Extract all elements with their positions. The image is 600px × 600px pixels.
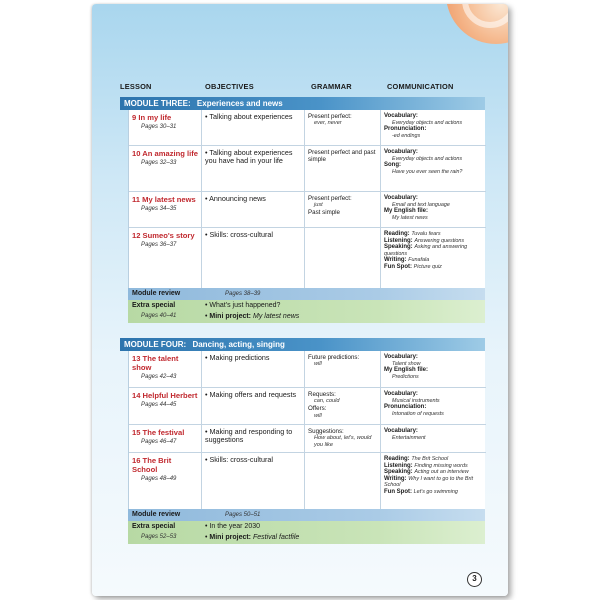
- communication-cell: [381, 228, 486, 288]
- lesson-row: [129, 388, 486, 425]
- lesson-pages: Pages 34–35: [141, 206, 177, 212]
- grammar-sub: will: [314, 412, 322, 419]
- grammar-sub: How about, let's, would you like: [314, 435, 372, 449]
- objective-cell: • Announcing news: [202, 192, 305, 227]
- grammar-cell: [305, 192, 381, 227]
- lesson-cell: [129, 388, 202, 424]
- grammar-cell: [305, 228, 381, 288]
- module-three-table: [128, 110, 485, 288]
- lesson-cell: [129, 146, 202, 191]
- lesson-pages: Pages 44–45: [141, 402, 177, 408]
- lesson-pages: Pages 42–43: [141, 374, 177, 380]
- grammar-cell: [305, 388, 381, 424]
- grammar-cell: [305, 110, 381, 145]
- comm-head: Vocabulary:: [384, 391, 418, 397]
- module-review-bar: [128, 288, 485, 300]
- comm-head: Pronunciation:: [384, 126, 427, 133]
- comm-head: Reading:: [384, 231, 410, 237]
- comm-head: Fun Spot:: [384, 263, 412, 270]
- lesson-pages: Pages 30–31: [141, 124, 177, 130]
- comm-head: Fun Spot:: [384, 488, 412, 495]
- comm-sub: Intonation of requests: [392, 410, 444, 417]
- lesson-title: 15 The festival: [132, 428, 185, 437]
- comm-head: Listening:: [384, 237, 413, 244]
- grammar-head: Future predictions:: [308, 354, 360, 361]
- grammar-sub: can, could: [314, 398, 340, 405]
- lesson-title: 16 The Brit School: [132, 456, 172, 474]
- comm-sub: Everyday objects and actions: [392, 119, 463, 126]
- communication-cell: [381, 146, 486, 191]
- header-communication: COMMUNICATION: [387, 82, 454, 91]
- grammar-cell: [305, 425, 381, 452]
- module-three-bar: [120, 97, 485, 110]
- header-lesson: LESSON: [120, 82, 152, 91]
- header-objectives: OBJECTIVES: [205, 82, 254, 91]
- comm-text: Acting out an interview: [414, 469, 469, 476]
- grammar-head: Requests:: [308, 391, 336, 398]
- comm-head: Vocabulary:: [384, 428, 418, 434]
- lesson-cell: [129, 351, 202, 387]
- extra-item-head: Mini project:: [209, 313, 252, 320]
- grammar-cell: [305, 453, 381, 509]
- comm-text: Answering questions: [414, 237, 465, 244]
- extra-pages: Pages 52–53: [141, 534, 177, 540]
- comm-sub: -ed endings: [392, 132, 421, 139]
- communication-cell: [381, 388, 486, 424]
- lesson-cell: [129, 453, 202, 509]
- module-review-bar: [128, 509, 485, 521]
- extra-item: • Mini project: Festival factfile: [205, 534, 300, 541]
- comm-sub: Entertainment: [392, 434, 426, 441]
- communication-cell: [381, 192, 486, 227]
- objective-cell: • Skills: cross-cultural: [202, 228, 305, 288]
- comm-head: Listening:: [384, 462, 413, 469]
- review-pages: Pages 38–39: [225, 291, 261, 297]
- objective-cell: • Skills: cross-cultural: [202, 453, 305, 509]
- comm-text: Finding missing words: [414, 462, 468, 469]
- lesson-title: 14 Helpful Herbert: [132, 391, 198, 400]
- lesson-row: [129, 228, 486, 288]
- extra-item-head: Mini project:: [209, 534, 252, 541]
- objective-cell: • Talking about experiences you have had in your life: [202, 146, 305, 191]
- communication-cell: [381, 425, 486, 452]
- comm-head: Vocabulary:: [384, 113, 418, 119]
- module-four-table: [128, 351, 485, 509]
- grammar-sub: ever, never: [314, 120, 342, 127]
- grammar-head: Suggestions:: [308, 428, 344, 435]
- lesson-pages: Pages 46–47: [141, 439, 177, 445]
- module-four-bar: [120, 338, 485, 351]
- extra-item-text: In the year 2030: [209, 523, 260, 530]
- lesson-title: 9 In my life: [132, 113, 172, 122]
- lesson-row: [129, 146, 486, 192]
- objective-cell: • Talking about experiences: [202, 110, 305, 145]
- lesson-pages: Pages 36–37: [141, 242, 177, 248]
- header-grammar: GRAMMAR: [311, 82, 352, 91]
- module-name: MODULE FOUR:: [124, 340, 187, 349]
- comm-head: Song:: [384, 162, 401, 169]
- lesson-title: 11 My latest news: [132, 195, 196, 204]
- lesson-cell: [129, 192, 202, 227]
- extra-item: • Mini project: My latest news: [205, 313, 300, 320]
- grammar-head: Present perfect:: [308, 195, 352, 202]
- lesson-row: [129, 192, 486, 228]
- grammar-head: Offers:: [308, 405, 327, 413]
- comm-head: Vocabulary:: [384, 149, 418, 155]
- grammar-cell: [305, 146, 381, 191]
- lesson-title: 10 An amazing life: [132, 149, 198, 158]
- comm-sub: Email and text language: [392, 201, 450, 208]
- lesson-title: 13 The talent show: [132, 354, 179, 372]
- lesson-cell: [129, 110, 202, 145]
- comm-head: Speaking:: [384, 244, 413, 251]
- module-name: MODULE THREE:: [124, 99, 191, 108]
- communication-cell: [381, 351, 486, 387]
- module-theme: Dancing, acting, singing: [192, 340, 285, 349]
- grammar-sub: just: [314, 202, 323, 209]
- lesson-title: 12 Sumeo's story: [132, 231, 195, 240]
- communication-cell: [381, 110, 486, 145]
- comm-text: Asking and answering questions: [384, 244, 468, 257]
- lesson-row: [129, 110, 486, 146]
- lesson-row: [129, 453, 486, 509]
- comm-text: Funafala: [408, 257, 430, 264]
- comm-sub: Musical instruments: [392, 397, 440, 404]
- extra-item: • In the year 2030: [205, 523, 260, 530]
- extra-special-bar: [128, 521, 485, 544]
- grammar-sub: will: [314, 361, 322, 368]
- extra-pages: Pages 40–41: [141, 313, 177, 319]
- comm-head: My English file:: [384, 367, 429, 374]
- review-pages: Pages 50–51: [225, 512, 261, 518]
- comm-head: My English file:: [384, 208, 429, 215]
- comm-sub: Everyday objects and actions: [392, 155, 463, 162]
- comm-sub: Predictions: [392, 373, 419, 380]
- contents-page: [92, 4, 508, 596]
- comm-head: Speaking:: [384, 469, 413, 476]
- grammar-head: Present perfect:: [308, 113, 352, 120]
- objective-cell: • Making predictions: [202, 351, 305, 387]
- comm-head: Pronunciation:: [384, 404, 427, 411]
- comm-text: Why I want to go to the Brit School: [384, 475, 473, 489]
- lesson-cell: [129, 425, 202, 452]
- comm-head: Vocabulary:: [384, 354, 418, 360]
- lesson-pages: Pages 48–49: [141, 476, 177, 482]
- extra-item-text: My latest news: [252, 313, 300, 320]
- grammar-head: Present perfect and past simple: [308, 149, 376, 164]
- comm-sub: Have you ever seen the rain?: [392, 168, 463, 175]
- comm-text: The Brit School: [411, 456, 449, 462]
- grammar-cell: [305, 351, 381, 387]
- comm-sub: My latest news: [392, 214, 428, 221]
- extra-label: Extra special: [132, 523, 176, 530]
- comm-sub: Talent show: [392, 360, 421, 367]
- extra-special-bar: [128, 300, 485, 323]
- extra-item-text: What's just happened?: [209, 302, 281, 309]
- comm-head: Vocabulary:: [384, 195, 418, 201]
- objective-cell: • Making offers and requests: [202, 388, 305, 424]
- extra-label: Extra special: [132, 302, 176, 309]
- comm-head: Writing:: [384, 257, 407, 264]
- lesson-pages: Pages 32–33: [141, 160, 177, 166]
- lesson-row: [129, 425, 486, 453]
- lesson-row: [129, 351, 486, 388]
- review-label: Module review: [132, 511, 181, 518]
- extra-item-text: Festival factfile: [252, 534, 300, 541]
- grammar-head: Past simple: [308, 209, 340, 217]
- comm-text: Tuvalu fears: [411, 231, 441, 237]
- review-label: Module review: [132, 290, 181, 297]
- communication-cell: [381, 453, 486, 509]
- comm-head: Writing:: [384, 475, 407, 482]
- objective-cell: • Making and responding to suggestions: [202, 425, 305, 452]
- page-number: 3: [467, 572, 482, 587]
- comm-head: Reading:: [384, 456, 410, 462]
- extra-item: • What's just happened?: [205, 302, 281, 309]
- comm-text: Picture quiz: [413, 263, 442, 270]
- lesson-cell: [129, 228, 202, 288]
- module-theme: Experiences and news: [196, 99, 283, 108]
- comm-text: Let's go swimming: [413, 488, 458, 495]
